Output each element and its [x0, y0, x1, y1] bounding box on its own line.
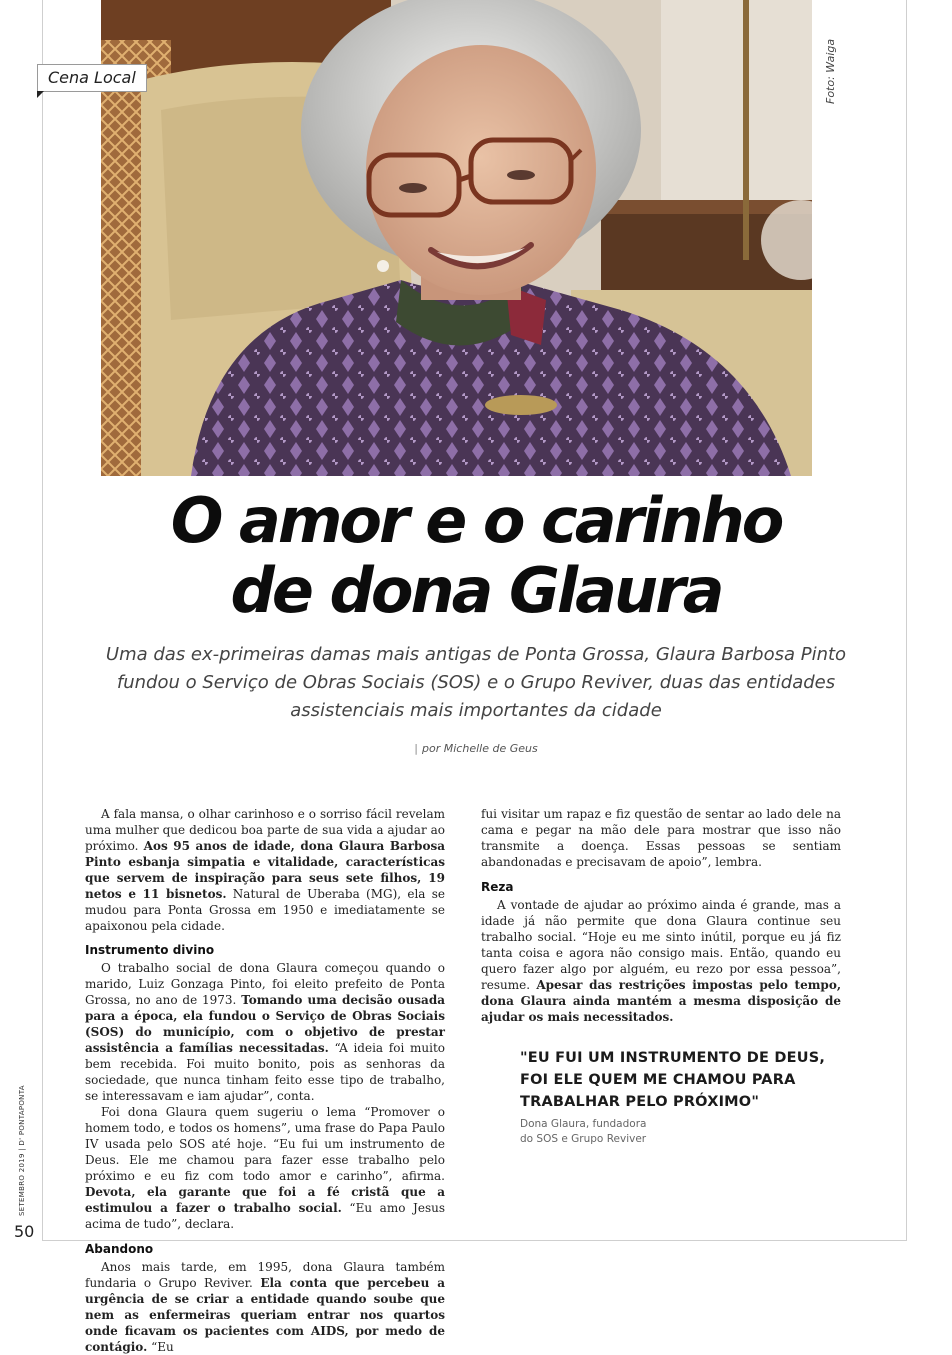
section-tag: Cena Local: [37, 64, 147, 92]
body-paragraph: [481, 897, 841, 1025]
body-text: “Eu: [147, 1340, 174, 1354]
page-number: 50: [14, 1222, 35, 1241]
article-title: [120, 486, 832, 626]
body-paragraph: fui visitar um rapaz e fiz questão de sentar ao lado dele na cama e pegar na mão dele para mostrar que isso não transmite a doença. Essas pessoas se sentiam abandonadas e precisavam de apoio”, lembra.: [481, 807, 841, 869]
subheading-instrumento: Instrumento divino: [85, 943, 215, 957]
byline-bar: |: [414, 742, 419, 755]
body-text: O trabalho social de dona Glaura começou quando o marido, Luiz Gonzaga Pinto, foi eleito prefeito de Ponta Grossa, no ano de 1973.: [85, 961, 445, 1007]
body-text-bold: Aos 95 anos de idade, dona Glaura Barbosa Pinto esbanja simpatia e vitalidade, características que servem de inspiração para seus sete filhos, 19 netos e 11 bisnetos.: [85, 839, 445, 901]
body-text: Anos mais tarde, em 1995, dona Glaura também fundaria o Grupo Reviver.: [85, 1260, 445, 1290]
subheading-reza: Reza: [481, 880, 514, 894]
body-text-bold: Tomando uma decisão ousada para a época, ela fundou o Serviço de Obras Sociais (SOS) do município, com o objetivo de prestar assistência a famílias necessitadas.: [85, 993, 445, 1055]
issue-info: SETEMBRO 2019 | D' PONTAPONTA: [18, 1085, 26, 1216]
subtitle-line-3: assistenciais mais importantes da cidade: [290, 700, 662, 721]
subtitle-line-1: Uma das ex-primeiras damas mais antigas de Ponta Grossa, Glaura Barbosa Pinto: [105, 644, 847, 665]
body-text: A vontade de ajudar ao próximo ainda é grande, mas a idade já não permite que dona Glaura continue seu trabalho social. “Hoje eu me sinto inútil, porque eu já fiz tanta coisa e agora não consigo mais. Então, quando eu quero fazer algo por alguém, eu rezo por essa pessoa”, resume.: [481, 898, 841, 992]
body-text: Natural de Uberaba (MG), ela se mudou para Ponta Grossa em 1950 e imediatamente se apaixonou pela cidade.: [85, 887, 446, 933]
quote-line-2: FOI ELE QUEM ME CHAMOU PARA: [520, 1072, 796, 1088]
subtitle-line-2: fundou o Serviço de Obras Sociais (SOS) e o Grupo Reviver, duas das entidades: [116, 672, 836, 693]
quote-line-1: "EU FUI UM INSTRUMENTO DE DEUS,: [520, 1050, 826, 1066]
page-frame-right: [906, 0, 907, 1240]
quote-line-3: TRABALHAR PELO PRÓXIMO": [520, 1094, 760, 1110]
byline-author: por Michelle de Geus: [422, 742, 538, 755]
quote-author-line-1: Dona Glaura, fundadora: [520, 1118, 647, 1130]
body-paragraph: [85, 806, 445, 934]
page-frame-left: [42, 0, 43, 1240]
title-line-2: de dona Glaura: [230, 554, 722, 627]
article-subtitle: [96, 641, 856, 725]
body-text-bold: Apesar das restrições impostas pelo tempo, dona Glaura ainda mantém a mesma disposição de ajudar os mais necessitados.: [481, 978, 841, 1024]
byline: [296, 742, 656, 755]
body-text: Foi dona Glaura quem sugeriu o lema “Promover o homem todo, e todos os homens”, uma frase do Papa Paulo IV usada pelo SOS até hoje. “Eu fui um instrumento de Deus. Ele me chamou para fazer esse trabalho pelo próximo e eu fiz com todo amor e carinho”, afirma.: [85, 1105, 445, 1183]
body-text-bold: Ela conta que percebeu a urgência de se criar a entidade quando soube que nem as enfermeiras queriam entrar nos quartos onde ficavam os pacientes com AIDS, por medo de contágio.: [85, 1276, 445, 1354]
body-column-right: [481, 806, 841, 1025]
subheading-abandono: Abandono: [85, 1242, 154, 1256]
pull-quote: [520, 1047, 850, 1147]
body-text: “A ideia foi muito bem recebida. Foi muito bonito, pois as senhoras da sociedade, que nunca tinham feito esse tipo de trabalho, se interessavam e iam ajudar”, conta.: [85, 1041, 445, 1103]
body-column-left: [85, 806, 445, 1355]
body-text: A fala mansa, o olhar carinhoso e o sorriso fácil revelam uma mulher que dedicou boa parte de sua vida a ajudar ao próximo.: [85, 807, 445, 853]
body-paragraph: [85, 1259, 445, 1355]
article-photo: [101, 0, 812, 476]
title-line-1: O amor e o carinho: [170, 484, 782, 557]
body-paragraph: [85, 1104, 445, 1232]
section-tag-corner: [37, 91, 44, 98]
pull-quote-text: [520, 1047, 850, 1113]
pull-quote-author: [520, 1117, 850, 1147]
body-text-bold: Devota, ela garante que foi a fé cristã que a estimulou a fazer o trabalho social.: [85, 1185, 445, 1215]
photo-credit: Foto: Waiga: [824, 38, 837, 104]
body-paragraph: [85, 960, 445, 1104]
quote-author-line-2: do SOS e Grupo Reviver: [520, 1133, 647, 1145]
body-text: “Eu amo Jesus acima de tudo”, declara.: [85, 1201, 445, 1231]
